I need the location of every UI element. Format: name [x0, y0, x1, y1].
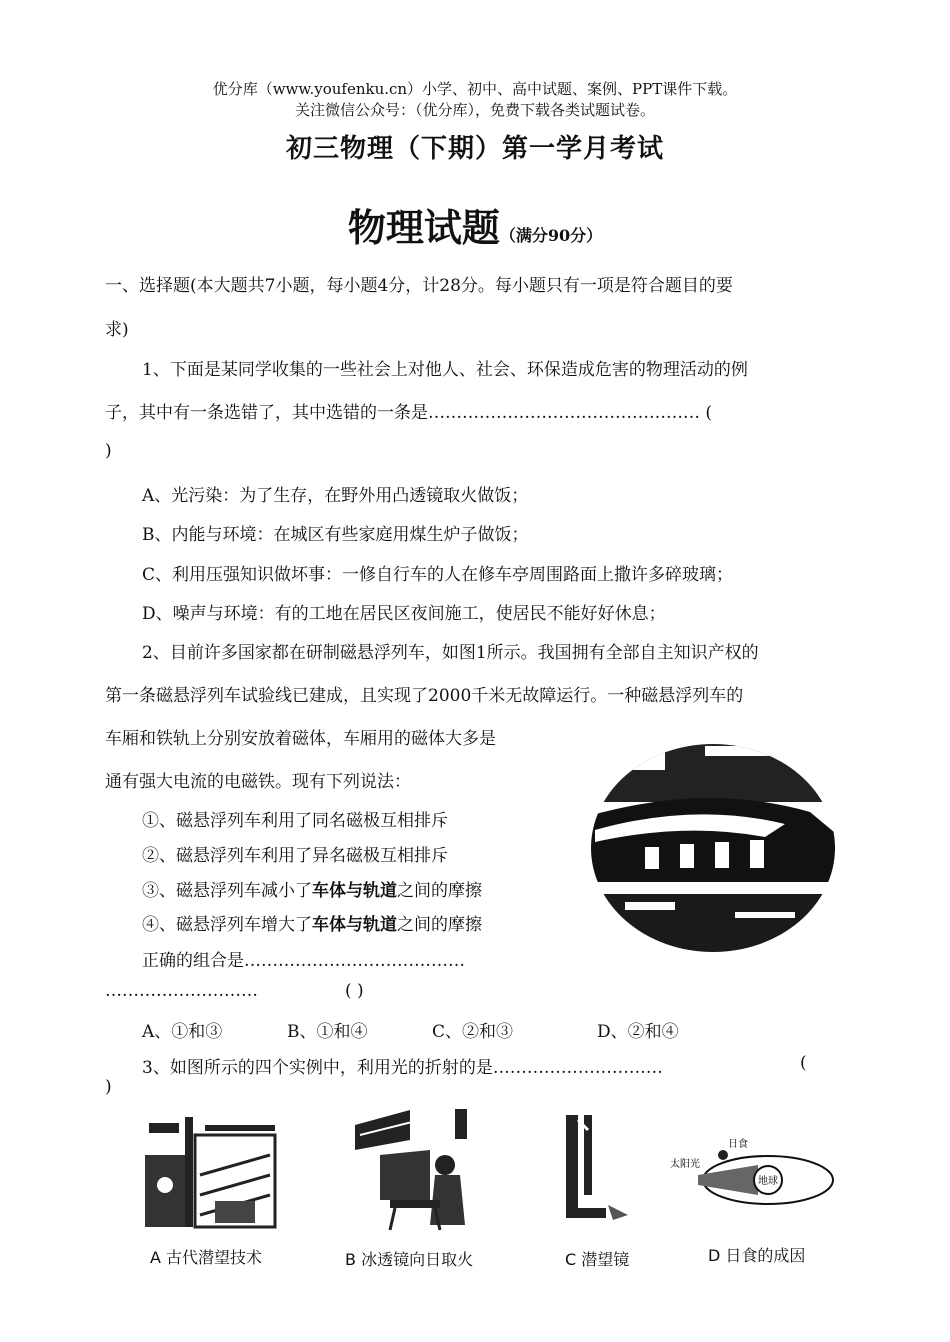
fig-d-label-eclipse: 日食: [728, 1139, 748, 1150]
q1-option-a: A、光污染：为了生存，在野外用凸透镜取火做饭；: [142, 486, 529, 506]
q1-line1: 1、下面是某同学收集的一些社会上对他人、社会、环保造成危害的物理活动的例: [142, 360, 748, 380]
q2-s3-post: 之间的摩擦: [397, 881, 482, 901]
q2-option-c: C、②和③: [432, 1022, 514, 1042]
paper-title-score: （满分90分）: [499, 226, 603, 245]
q2-statement-1: ①、磁悬浮列车利用了同名磁极互相排斥: [142, 811, 448, 831]
figure-a-ancient-periscope: [145, 1115, 280, 1235]
q2-statement-4: [142, 910, 482, 935]
figure-b-ice-lens-fire: [350, 1105, 490, 1235]
maglev-train-figure: [585, 742, 845, 952]
q2-ask: 正确的组合是…………………………………: [142, 951, 465, 971]
exam-title: 初三物理（下期）第一学月考试: [285, 134, 664, 164]
q1-option-d: D、噪声与环境：有的工地在居民区夜间施工，使居民不能好好休息；: [142, 604, 666, 624]
caption-d: D 日食的成因: [708, 1246, 806, 1265]
section1-intro-line1: 一、选择题(本大题共7小题，每小题4分，计28分。每小题只有一项是符合题目的要: [105, 276, 733, 296]
q2-line4: 通有强大电流的电磁铁。现有下列说法：: [105, 772, 411, 792]
q1-line3: ): [105, 441, 112, 461]
q2-s4-pre: ④、磁悬浮列车增大了: [142, 915, 312, 935]
q3-paren-open: (: [800, 1053, 807, 1073]
q2-statement-3: [142, 876, 482, 901]
q2-s3-emphasis: 车体与轨道: [312, 881, 397, 901]
q3-line1: 3、如图所示的四个实例中，利用光的折射的是…………………………: [142, 1058, 663, 1078]
q2-option-a: A、①和③: [142, 1022, 223, 1042]
q2-s4-post: 之间的摩擦: [397, 915, 482, 935]
q2-option-d: D、②和④: [597, 1022, 679, 1042]
q1-option-b: B、内能与环境：在城区有些家庭用煤生炉子做饭；: [142, 525, 529, 545]
q2-s3-pre: ③、磁悬浮列车减小了: [142, 881, 312, 901]
figure-d-solar-eclipse: [668, 1135, 838, 1215]
q1-line2: 子，其中有一条选错了，其中选错的一条是………………………………………… (: [105, 403, 713, 423]
q2-answer-paren: ( ): [345, 981, 364, 1001]
caption-b: B 冰透镜向日取火: [345, 1250, 474, 1269]
caption-a: A 古代潜望技术: [150, 1248, 263, 1267]
q2-option-b: B、①和④: [287, 1022, 368, 1042]
figure-c-periscope: [558, 1110, 638, 1230]
q2-line2: 第一条磁悬浮列车试验线已建成，且实现了2000千米无故障运行。一种磁悬浮列车的: [105, 686, 744, 706]
fig-d-label-earth: 地球: [758, 1176, 778, 1187]
header-line-2: 关注微信公众号：（优分库），免费下载各类试题试卷。: [294, 101, 655, 119]
q2-line3: 车厢和铁轨上分别安放着磁体，车厢用的磁体大多是: [105, 729, 496, 749]
q2-dots: ………………………: [105, 981, 258, 1001]
fig-d-label-sunlight: 太阳光: [670, 1159, 700, 1170]
q1-option-c: C、利用压强知识做坏事：一修自行车的人在修车亭周围路面上撒许多碎玻璃；: [142, 565, 734, 585]
header-line-1: 优分库（www.youfenku.cn）小学、初中、高中试题、案例、PPT课件下载。: [212, 80, 738, 98]
q3-line2: ): [105, 1077, 112, 1097]
q2-line1: 2、目前许多国家都在研制磁悬浮列车，如图1所示。我国拥有全部自主知识产权的: [142, 643, 759, 663]
section1-intro-line2: 求): [105, 320, 129, 340]
q2-s4-emphasis: 车体与轨道: [312, 915, 397, 935]
paper-title-main: 物理试题: [347, 205, 500, 250]
paper-title: [0, 197, 950, 252]
caption-c: C 潜望镜: [565, 1250, 630, 1269]
q2-statement-2: ②、磁悬浮列车利用了异名磁极互相排斥: [142, 846, 448, 866]
